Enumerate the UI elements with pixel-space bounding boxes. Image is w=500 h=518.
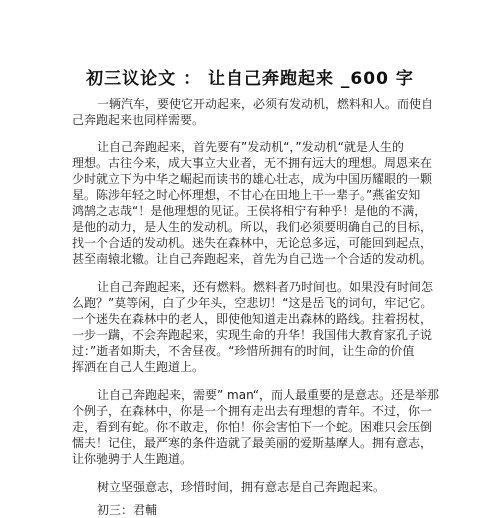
paragraph-4-line-2: 个例子，在森林中，你是一个拥有走出去有理想的青年。不过，你一: [72, 404, 433, 418]
document-title: 初三议论文 ： 让自己奔跑起来 _600 字: [86, 69, 414, 89]
paragraph-3-line-3: 一个迷失在森林中的老人，即使他知道走出森林的路线。拄着拐杖，: [72, 312, 433, 326]
paragraph-2-line-5: 鸿鹄之志哉“！是他理想的见证。王侯将相宁有种乎！是他的不满，: [72, 204, 427, 218]
paragraph-2-line-8: 甚至南辕北辙。让自己奔跑起来，首先为自己选一个合适的发动机。: [72, 252, 433, 266]
paragraph-5-line-1: 树立坚强意志，珍惜时间，拥有意志是自己奔跑起来。: [97, 480, 386, 494]
paragraph-2-line-2: 理想。古往今来，成大事立大业者，无不拥有远大的理想。周恩来在: [72, 156, 433, 170]
paragraph-4-line-5: 让你驰骋于人生跑道。: [72, 452, 193, 466]
paragraph-2-line-6: 是他的动力，是人生的发动机。所以，我们必须要明确自己的目标，: [72, 220, 433, 234]
paragraph-4-line-3: 走，看到有蛇。你不敢走，你怕！你会害怕下一个蛇。困难只会压倒: [72, 420, 433, 434]
paragraph-4-line-1: 让自己奔跑起来，需要” man“，而人最重要的是意志。还是举那: [97, 388, 440, 402]
paragraph-2-line-4: 星。陈涉年轻之时心怀理想，不甘心在田地上干一辈子。”燕雀安知: [72, 188, 421, 202]
paragraph-3-line-1: 让自己奔跑起来，还有燃料。燃料者乃时间也。如果没有时间怎: [97, 280, 434, 294]
paragraph-2-line-1: 让自己奔跑起来，首先要有”发动机“，”发动机“就是人生的: [97, 140, 404, 154]
paragraph-1-line-1: 一辆汽车，要使它开动起来，必须有发动机，燃料和人。而使自: [97, 97, 434, 111]
paragraph-3-line-5: 过：”逝者如斯夫，不舍昼夜。“珍惜所拥有的时间，让生命的价值: [72, 344, 415, 358]
paragraph-2-line-7: 找一个合适的发动机。迷失在森林中，无论总多远，可能回到起点，: [72, 236, 433, 250]
paragraph-3-line-6: 挥洒在自己人生跑道上。: [72, 360, 205, 374]
paragraph-3-line-4: 一步一蹒，不会奔跑起来，实现生命的升华！我国伟大教育家孔子说: [72, 328, 433, 342]
paragraph-3-line-2: 么跑？”莫等闲，白了少年头，空悲切！“这是岳飞的词句，牢记它。: [72, 296, 433, 310]
paragraph-2-line-3: 少时就立下为中华之崛起而读书的雄心壮志，成为中国历耀眼的一颗: [72, 172, 433, 186]
paragraph-4-line-4: 懦夫！记住，最严寒的条件造就了最美丽的爱斯基摩人。拥有意志，: [72, 436, 433, 450]
author-line: 初三：君輔: [97, 503, 158, 517]
paragraph-1-line-2: 己奔跑起来也同样需要。: [72, 113, 205, 127]
